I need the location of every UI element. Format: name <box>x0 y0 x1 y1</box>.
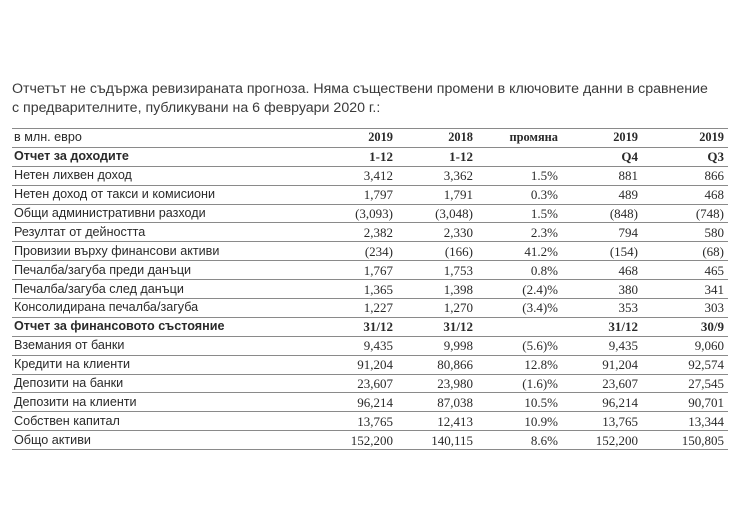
cell-change: (1.6)% <box>522 376 558 392</box>
cell-value: 80,866 <box>437 357 473 373</box>
table-row <box>12 204 728 223</box>
cell-value: (748) <box>695 206 724 221</box>
cell-value: 87,038 <box>437 394 473 410</box>
cell-value: 152,200 <box>350 432 393 448</box>
period-label: Q4 <box>621 149 638 165</box>
cell-value: 13,344 <box>688 413 724 429</box>
section-title: Отчет за доходите <box>14 149 129 164</box>
cell-value: 92,574 <box>688 357 724 373</box>
table-row <box>12 185 728 204</box>
col-header-change: промяна <box>509 130 558 145</box>
cell-value: 23,607 <box>357 376 393 392</box>
row-label: Кредити на клиенти <box>14 357 131 372</box>
cell-value: (234) <box>364 243 393 259</box>
period-label: 31/12 <box>363 319 393 335</box>
period-label: 31/12 <box>608 319 638 335</box>
col-header-2019-q: 2019 <box>613 130 638 145</box>
table-header-row <box>12 129 728 148</box>
table-row <box>12 242 728 261</box>
cell-value: 12,413 <box>437 413 473 429</box>
cell-value: 90,701 <box>688 394 724 410</box>
col-header-2018: 2018 <box>448 130 473 145</box>
table-row <box>12 374 728 393</box>
table-row <box>12 166 728 185</box>
row-label: Депозити на банки <box>14 376 124 391</box>
row-label: Нетен доход от такси и комисиони <box>14 187 216 202</box>
cell-value: 152,200 <box>595 432 638 448</box>
cell-value: 794 <box>618 224 638 240</box>
cell-change: 2.3% <box>530 224 558 240</box>
table-row <box>12 261 728 280</box>
row-label: Печалба/загуба след данъци <box>14 281 184 296</box>
cell-value: (848) <box>609 206 638 221</box>
period-label: 30/9 <box>700 319 724 335</box>
cell-value: (154) <box>609 243 638 259</box>
cell-change: 0.3% <box>530 187 558 203</box>
cell-value: 866 <box>704 168 724 184</box>
cell-change: (2.4)% <box>522 281 558 297</box>
cell-value: (3,093) <box>355 206 393 221</box>
row-label: Общи административни разходи <box>14 206 206 220</box>
row-label: Депозити на клиенти <box>14 394 137 409</box>
cell-value: 881 <box>618 168 638 184</box>
row-label: Нетен лихвен доход <box>14 168 132 183</box>
unit-label: в млн. евро <box>14 130 82 145</box>
cell-change: 1.5% <box>530 206 558 221</box>
cell-value: 303 <box>704 300 724 316</box>
table-row <box>12 431 728 450</box>
table-row <box>12 412 728 431</box>
row-label: Резултат от дейността <box>14 224 146 239</box>
cell-value: 23,607 <box>602 376 638 392</box>
cell-value: 9,435 <box>363 338 393 354</box>
cell-value: 1,227 <box>363 300 393 316</box>
balance-section-header <box>12 317 728 336</box>
cell-value: 468 <box>704 187 724 203</box>
row-label: Собствен капитал <box>14 413 120 428</box>
period-label <box>477 317 562 336</box>
cell-value: 3,412 <box>363 168 393 184</box>
cell-value: 380 <box>618 281 638 297</box>
cell-value: 1,398 <box>443 281 473 297</box>
cell-value: 3,362 <box>443 168 473 184</box>
period-label: 1-12 <box>449 149 473 165</box>
cell-value: 96,214 <box>357 394 393 410</box>
cell-change: 0.8% <box>530 262 558 278</box>
cell-value: 1,767 <box>363 262 393 278</box>
table-row <box>12 223 728 242</box>
cell-value: 468 <box>618 262 638 278</box>
intro-paragraph: Отчетът не съдържа ревизираната прогноза. Няма съществени промени в ключовите данни в сравнение с предварителните, публикувани на 6 февруари 2020 г.: <box>12 81 708 117</box>
cell-value: 140,115 <box>431 432 473 448</box>
cell-value: (166) <box>444 243 473 259</box>
period-label: Q3 <box>707 149 724 165</box>
table-row <box>12 299 728 318</box>
cell-value: 353 <box>618 300 638 316</box>
row-label: Печалба/загуба преди данъци <box>14 262 192 277</box>
period-label: 1-12 <box>369 149 393 165</box>
financial-data-table <box>12 128 728 450</box>
table-row <box>12 336 728 355</box>
row-label: Провизии върху финансови активи <box>14 243 220 258</box>
cell-value: 1,791 <box>443 187 473 203</box>
cell-value: 13,765 <box>602 413 638 429</box>
cell-change: 8.6% <box>530 432 558 448</box>
row-label: Консолидирана печалба/загуба <box>14 300 199 315</box>
cell-value: 2,330 <box>443 224 473 240</box>
cell-value: 2,382 <box>363 224 393 240</box>
cell-value: 23,980 <box>437 376 473 392</box>
col-header-2019-q-prev: 2019 <box>699 130 724 145</box>
cell-value: 96,214 <box>602 394 638 410</box>
cell-value: 1,365 <box>363 281 393 297</box>
cell-change: (3.4)% <box>522 300 558 316</box>
cell-value: 1,270 <box>443 300 473 316</box>
cell-value: 489 <box>618 187 638 203</box>
period-label <box>477 147 562 166</box>
col-header-2019: 2019 <box>368 130 393 145</box>
cell-value: 341 <box>704 281 724 297</box>
cell-value: (3,048) <box>435 206 473 221</box>
cell-change: 12.8% <box>524 357 558 373</box>
cell-change: 10.5% <box>524 394 558 410</box>
cell-change: (5.6)% <box>522 338 558 354</box>
cell-value: 465 <box>704 262 724 278</box>
cell-change: 41.2% <box>524 243 558 259</box>
cell-change: 10.9% <box>524 413 558 429</box>
table-row <box>12 280 728 299</box>
section-title: Отчет за финансовото състояние <box>14 319 225 334</box>
table-row <box>12 393 728 412</box>
cell-value: 1,753 <box>443 262 473 278</box>
cell-value: 580 <box>704 224 724 240</box>
cell-value: 27,545 <box>688 376 724 392</box>
row-label: Общо активи <box>14 432 91 447</box>
period-label: 31/12 <box>443 319 473 335</box>
cell-value: 13,765 <box>357 413 393 429</box>
cell-value: 1,797 <box>363 187 393 203</box>
income-section-header <box>12 147 728 166</box>
cell-value: 150,805 <box>681 432 724 448</box>
cell-value: 91,204 <box>602 357 638 373</box>
row-label: Вземания от банки <box>14 338 125 353</box>
cell-value: 9,435 <box>608 338 638 354</box>
cell-value: 9,060 <box>694 338 724 354</box>
cell-value: (68) <box>702 243 724 259</box>
cell-value: 9,998 <box>443 338 473 354</box>
cell-value: 91,204 <box>357 357 393 373</box>
table-row <box>12 355 728 374</box>
cell-change: 1.5% <box>530 168 558 184</box>
